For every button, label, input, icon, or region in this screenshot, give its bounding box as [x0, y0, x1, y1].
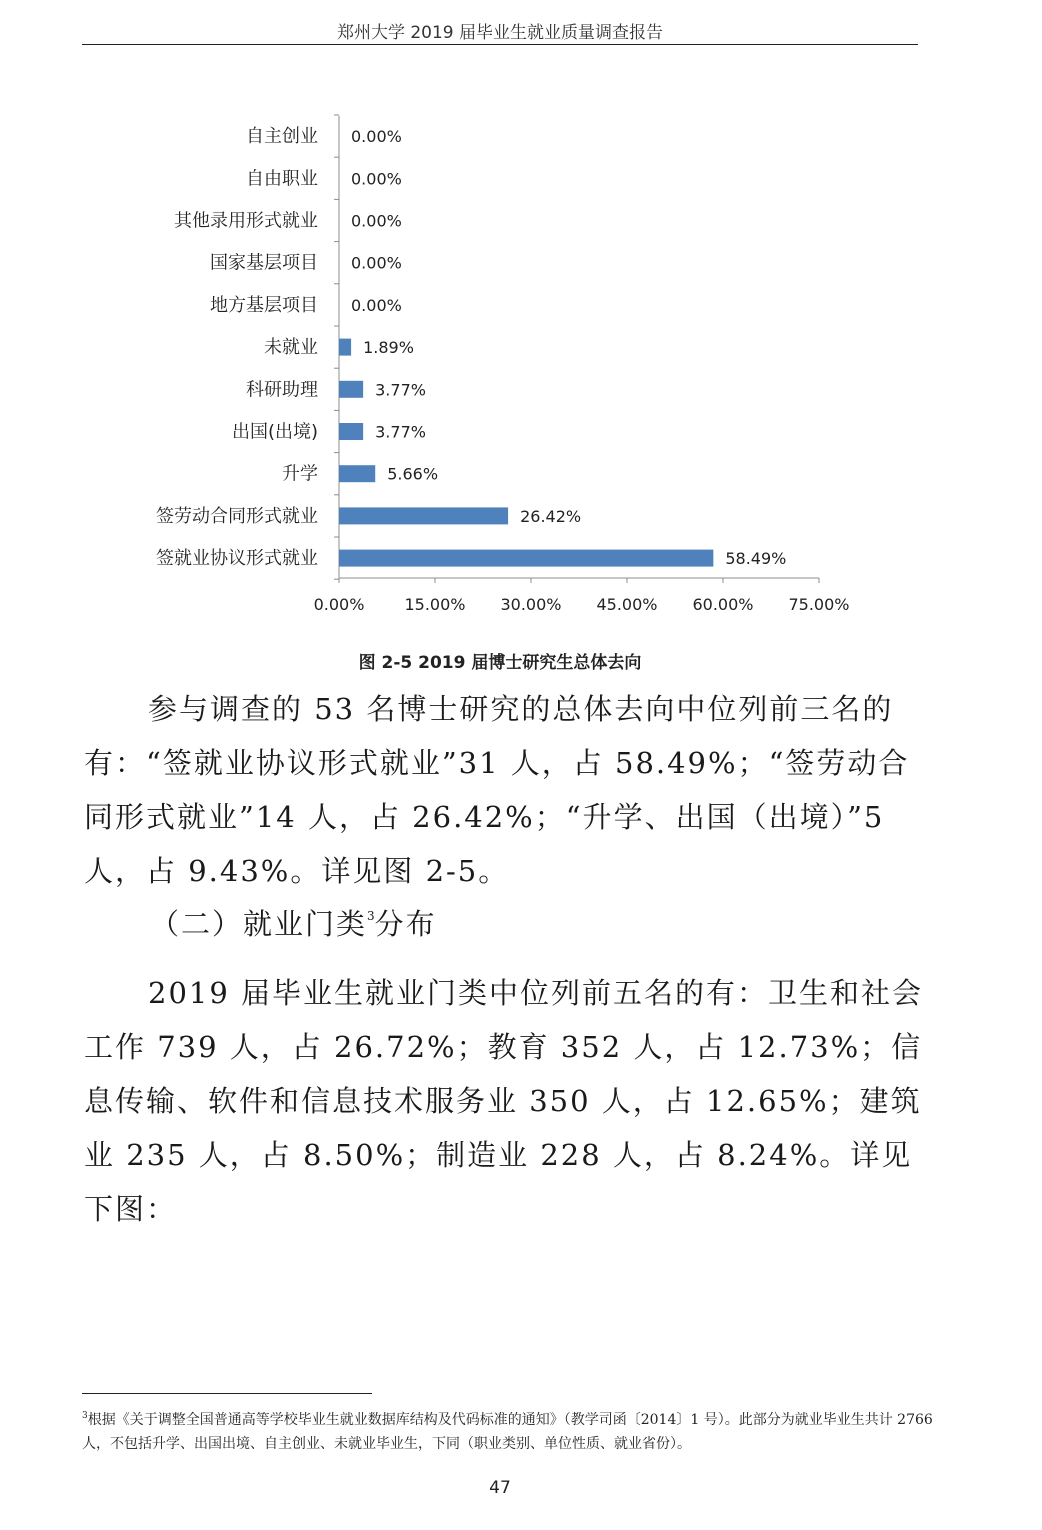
- chart-category-label: 出国(出境): [231, 421, 318, 443]
- chart-value-label: 0.00%: [351, 211, 402, 231]
- chart-x-tick-label: 45.00%: [596, 595, 658, 614]
- chart-bar: [339, 465, 375, 482]
- section-heading: [150, 902, 437, 943]
- chart-category-label: 升学: [282, 463, 318, 485]
- body-paragraph-2: [84, 966, 924, 1236]
- chart-category-label: 自主创业: [246, 126, 318, 148]
- body-paragraph-1: [84, 682, 924, 898]
- chart-x-tick-label: 15.00%: [404, 595, 466, 614]
- body-paragraph-1-text: 参与调查的 53 名博士研究的总体去向中位列前三名的有：“签就业协议形式就业”31 人，占 58.49%；“签劳动合同形式就业”14 人，占 26.42%；“升学、出国（出境）”5 人，占 9.43%。详见图 2-5。: [84, 692, 910, 888]
- chart-value-label: 3.77%: [375, 422, 426, 442]
- chart-value-label: 26.42%: [520, 506, 582, 526]
- chart-x-tick-label: 60.00%: [692, 595, 754, 614]
- graduate-destination-bar-chart: [0, 100, 1000, 630]
- chart-value-label: 0.00%: [351, 253, 402, 273]
- chart-bar: [339, 381, 363, 398]
- chart-value-label: 3.77%: [375, 380, 426, 400]
- section-heading-text: （二）就业门类: [150, 907, 368, 941]
- chart-bar: [339, 423, 363, 440]
- header-rule: [82, 44, 918, 45]
- chart-value-label: 0.00%: [351, 169, 402, 189]
- chart-value-label: 0.00%: [351, 295, 402, 315]
- footnote: [82, 1404, 942, 1456]
- chart-category-label: 签劳动合同形式就业: [156, 505, 318, 527]
- chart-category-label: 地方基层项目: [210, 294, 318, 316]
- chart-bar: [339, 339, 351, 356]
- chart-category-label: 未就业: [264, 337, 318, 359]
- chart-value-label: 0.00%: [351, 127, 402, 147]
- footnote-rule: [82, 1393, 372, 1394]
- footnote-mark: 3: [82, 1411, 88, 1421]
- chart-x-tick-label: 0.00%: [313, 595, 365, 614]
- chart-x-tick-label: 75.00%: [788, 595, 850, 614]
- footnote-reference[interactable]: 3: [367, 909, 375, 923]
- chart-category-label: 自由职业: [246, 168, 318, 190]
- chart-category-label: 国家基层项目: [210, 252, 318, 274]
- chart-category-label: 签就业协议形式就业: [156, 548, 318, 570]
- figure-caption: 图 2-5 2019 届博士研究生总体去向: [358, 653, 642, 673]
- chart-bar: [339, 507, 508, 524]
- footnote-text: 根据《关于调整全国普通高等学校毕业生就业数据库结构及代码标准的通知》（教学司函〔2014〕1 号）。此部分为就业毕业生共计 2766 人，不包括升学、出国出境、自主创业、未就业毕业生，下同（职业类别、单位性质、就业省份）。: [82, 1412, 933, 1452]
- chart-bar: [339, 550, 713, 567]
- chart-value-label: 58.49%: [725, 549, 787, 569]
- chart-category-label: 其他录用形式就业: [174, 210, 318, 232]
- chart-value-label: 5.66%: [387, 464, 439, 484]
- chart-x-tick-label: 30.00%: [500, 595, 562, 614]
- section-heading-suffix: 分布: [374, 907, 437, 941]
- chart-value-label: 1.89%: [363, 338, 414, 358]
- page-header-title: 郑州大学 2019 届毕业生就业质量调查报告: [336, 23, 664, 43]
- page-number: 47: [489, 1478, 511, 1498]
- body-paragraph-2-text: 2019 届毕业生就业门类中位列前五名的有：卫生和社会工作 739 人，占 26.72%；教育 352 人，占 12.73%；信息传输、软件和信息技术服务业 350 人，占 12.65%；建筑业 235 人，占 8.50%；制造业 228 人，占 8.24%。详见下图：: [84, 976, 924, 1226]
- chart-category-label: 科研助理: [246, 379, 318, 401]
